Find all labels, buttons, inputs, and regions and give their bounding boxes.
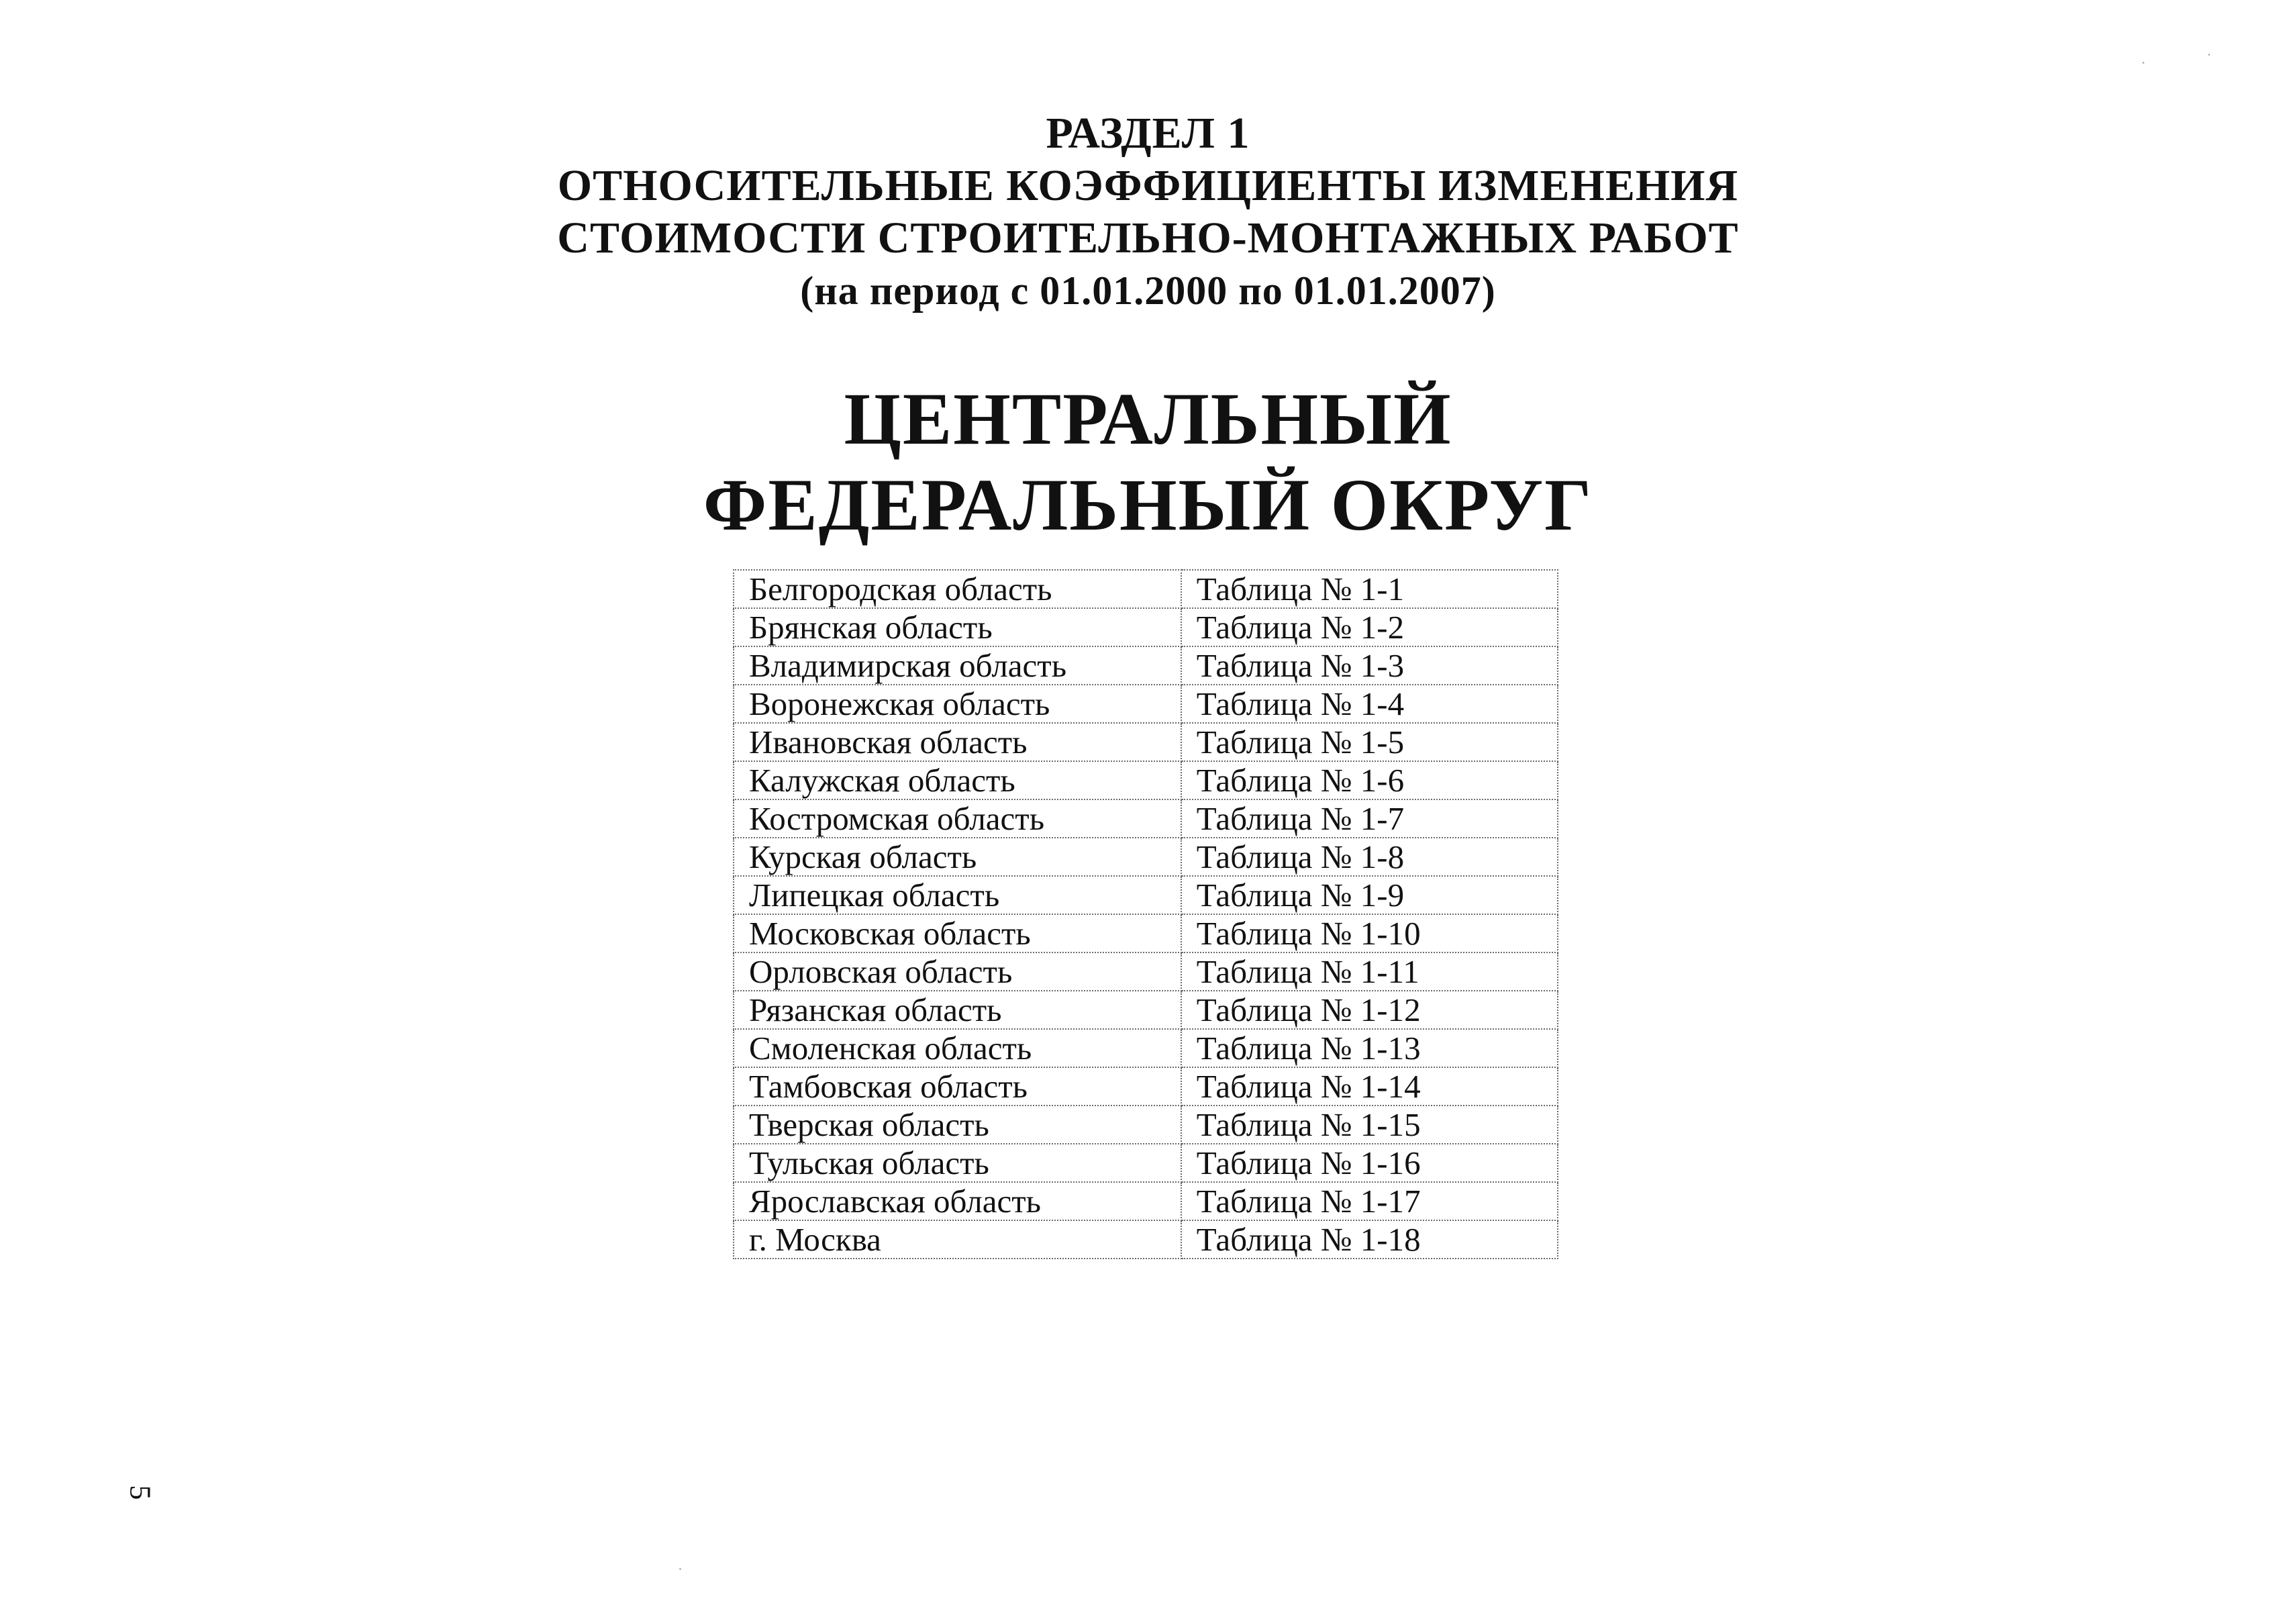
table-reference-cell: Таблица № 1-7 <box>1181 799 1558 838</box>
district-heading-line-1: ЦЕНТРАЛЬНЫЙ <box>844 378 1452 460</box>
regions-table-wrapper <box>733 569 1558 1259</box>
region-name-cell: Воронежская область <box>734 685 1181 723</box>
table-row <box>734 685 1558 723</box>
table-reference-cell: Таблица № 1-4 <box>1181 685 1558 723</box>
table-reference-cell: Таблица № 1-3 <box>1181 646 1558 685</box>
table-row <box>734 991 1558 1029</box>
scan-speck <box>2208 54 2210 56</box>
region-name-cell: Тульская область <box>734 1144 1181 1182</box>
region-name-cell: Рязанская область <box>734 991 1181 1029</box>
table-reference-cell: Таблица № 1-13 <box>1181 1029 1558 1067</box>
scan-speck <box>679 1568 681 1570</box>
table-row <box>734 799 1558 838</box>
table-reference-cell: Таблица № 1-2 <box>1181 608 1558 646</box>
region-name-cell: Владимирская область <box>734 646 1181 685</box>
table-row <box>734 1067 1558 1106</box>
region-name-cell: Тверская область <box>734 1106 1181 1144</box>
table-reference-cell: Таблица № 1-17 <box>1181 1182 1558 1220</box>
region-name-cell: Брянская область <box>734 608 1181 646</box>
table-reference-cell: Таблица № 1-8 <box>1181 838 1558 876</box>
table-row <box>734 1220 1558 1259</box>
table-row <box>734 761 1558 799</box>
table-reference-cell: Таблица № 1-14 <box>1181 1067 1558 1106</box>
table-row <box>734 876 1558 914</box>
section-header <box>0 107 2296 317</box>
table-row <box>734 723 1558 761</box>
table-row <box>734 608 1558 646</box>
table-row <box>734 838 1558 876</box>
region-name-cell: Калужская область <box>734 761 1181 799</box>
region-name-cell: Ивановская область <box>734 723 1181 761</box>
table-row <box>734 1106 1558 1144</box>
section-title-line-1: ОТНОСИТЕЛЬНЫЕ КОЭФФИЦИЕНТЫ ИЗМЕНЕНИЯ <box>557 161 1739 210</box>
region-name-cell: Курская область <box>734 838 1181 876</box>
table-reference-cell: Таблица № 1-10 <box>1181 914 1558 952</box>
regions-table <box>733 569 1558 1259</box>
region-name-cell: Белгородская область <box>734 570 1181 608</box>
region-name-cell: Костромская область <box>734 799 1181 838</box>
table-reference-cell: Таблица № 1-15 <box>1181 1106 1558 1144</box>
table-row <box>734 914 1558 952</box>
scan-speck <box>2142 62 2144 64</box>
page-number: 5 <box>123 1485 157 1500</box>
region-name-cell: Орловская область <box>734 952 1181 991</box>
table-reference-cell: Таблица № 1-16 <box>1181 1144 1558 1182</box>
region-name-cell: Ярославская область <box>734 1182 1181 1220</box>
table-row <box>734 1182 1558 1220</box>
region-name-cell: г. Москва <box>734 1220 1181 1259</box>
region-name-cell: Московская область <box>734 914 1181 952</box>
section-title-line-2: СТОИМОСТИ СТРОИТЕЛЬНО-МОНТАЖНЫХ РАБОТ <box>557 213 1739 262</box>
table-row <box>734 646 1558 685</box>
table-reference-cell: Таблица № 1-5 <box>1181 723 1558 761</box>
section-number: РАЗДЕЛ 1 <box>1046 109 1250 158</box>
regions-table-body <box>734 570 1558 1259</box>
table-reference-cell: Таблица № 1-6 <box>1181 761 1558 799</box>
region-name-cell: Смоленская область <box>734 1029 1181 1067</box>
table-reference-cell: Таблица № 1-9 <box>1181 876 1558 914</box>
region-name-cell: Тамбовская область <box>734 1067 1181 1106</box>
table-row <box>734 1144 1558 1182</box>
district-heading <box>0 376 2296 548</box>
region-name-cell: Липецкая область <box>734 876 1181 914</box>
table-reference-cell: Таблица № 1-12 <box>1181 991 1558 1029</box>
table-reference-cell: Таблица № 1-18 <box>1181 1220 1558 1259</box>
table-reference-cell: Таблица № 1-1 <box>1181 570 1558 608</box>
table-reference-cell: Таблица № 1-11 <box>1181 952 1558 991</box>
section-period: (на период с 01.01.2000 по 01.01.2007) <box>800 268 1496 313</box>
table-row <box>734 1029 1558 1067</box>
table-row <box>734 570 1558 608</box>
district-heading-line-2: ФЕДЕРАЛЬНЫЙ ОКРУГ <box>703 464 1593 546</box>
table-row <box>734 952 1558 991</box>
